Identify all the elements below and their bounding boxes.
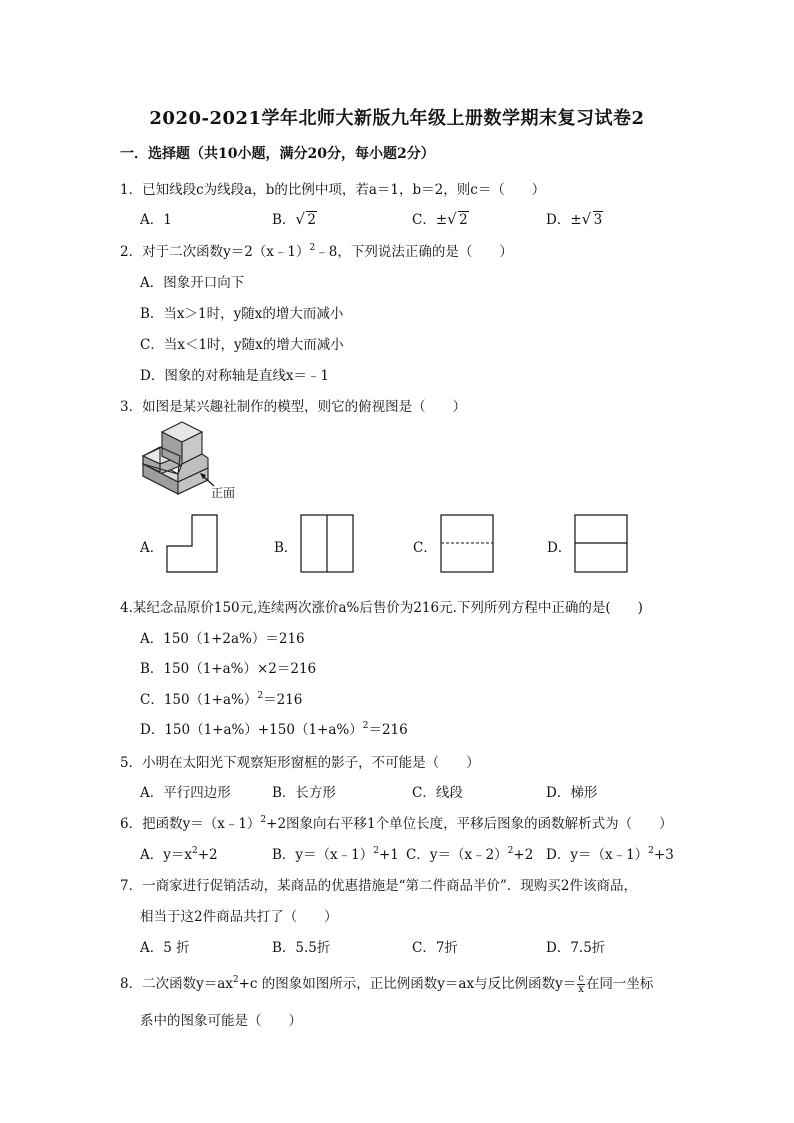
q7-option-a[interactable]: A．5 折 <box>140 940 190 956</box>
q5-stem: 5．小明在太阳光下观察矩形窗框的影子，不可能是（ ） <box>120 755 480 771</box>
q4-option-d-pre: D．150（1+a%）+150（1+a%） <box>140 722 363 738</box>
q5-option-b[interactable]: B．长方形 <box>272 785 336 801</box>
q6-option-a-pre: A．y＝x <box>140 847 192 863</box>
q5-option-c[interactable]: C．线段 <box>412 785 463 801</box>
q1-option-b[interactable] <box>272 208 317 228</box>
q4-option-d-post: ＝216 <box>368 722 408 738</box>
q3-option-c-label[interactable]: C． <box>413 540 437 556</box>
q6-option-a[interactable] <box>140 843 218 863</box>
q6-option-d-post: +3 <box>653 847 674 863</box>
q4-stem: 4.某纪念品原价150元,连续两次涨价a%后售价为216元.下列所列方程中正确的是( ) <box>120 600 643 616</box>
fraction-denominator: x <box>578 984 584 995</box>
q1-option-c-prefix: C．± <box>412 212 448 228</box>
q6-option-b-post: +1 <box>378 847 399 863</box>
q3-option-b-figure[interactable] <box>300 514 354 573</box>
q6-stem-pre: 6．把函数y＝（x﹣1） <box>120 816 261 832</box>
q4-option-c-post: ＝216 <box>263 692 303 708</box>
q4-option-c-pre: C．150（1+a%） <box>140 692 258 708</box>
q8-stem-post: 在同一坐标 <box>585 976 654 992</box>
q3-option-c-figure[interactable] <box>440 514 494 573</box>
q3-option-d-figure[interactable] <box>574 514 628 573</box>
q3-option-a-figure[interactable] <box>166 514 218 573</box>
q1-option-d[interactable] <box>546 208 603 228</box>
q1-stem: 1．已知线段c为线段a，b的比例中项，若a＝1，b＝2，则c＝（ ） <box>120 182 546 198</box>
sqrt-symbol <box>447 212 469 228</box>
q6-option-c-exponent: 2 <box>507 846 514 856</box>
q7-option-c[interactable]: C．7折 <box>412 940 458 956</box>
q2-stem-pre: 2．对于二次函数y＝2（x﹣1） <box>120 244 310 260</box>
q3-stem: 3．如图是某兴趣社制作的模型，则它的俯视图是（ ） <box>120 399 467 415</box>
q6-option-b-pre: B．y＝（x﹣1） <box>272 847 374 863</box>
q8-stem-mid: +c 的图象如图所示，正比例函数y＝ax与反比例函数y＝ <box>238 976 577 992</box>
q8-stem-exponent: 2 <box>232 975 239 985</box>
fraction-numerator: c <box>578 973 584 984</box>
q2-stem-tail: ﹣8，下列说法正确的是（ ） <box>315 244 513 260</box>
q2-option-a[interactable]: A．图象开口向下 <box>140 275 245 291</box>
q7-option-b[interactable]: B．5.5折 <box>272 940 331 956</box>
q1-option-b-prefix: B． <box>272 212 296 228</box>
q3-option-d-label[interactable]: D． <box>547 540 572 556</box>
q2-stem <box>120 240 513 260</box>
q6-option-c[interactable] <box>406 843 533 863</box>
q6-stem-post: +2图象向右平移1个单位长度，平移后图象的函数解析式为（ ） <box>266 816 673 832</box>
q8-stem-line1 <box>120 972 653 995</box>
q6-stem-exponent: 2 <box>260 815 267 825</box>
q6-option-d-pre: D．y＝（x﹣1） <box>546 847 649 863</box>
q3-option-a-label[interactable]: A． <box>140 540 164 556</box>
q4-option-c[interactable] <box>140 688 302 708</box>
q7-stem-line1: 7．一商家进行促销活动，某商品的优惠措施是“第二件商品半价”．现购买2件该商品， <box>120 878 637 894</box>
q6-option-c-post: +2 <box>513 847 534 863</box>
q1-option-c-radicand: 2 <box>459 212 468 228</box>
q1-option-d-prefix: D．± <box>546 212 582 228</box>
page-title: 2020-2021学年北师大新版九年级上册数学期末复习试卷2 <box>149 108 645 129</box>
q7-stem-line2: 相当于这2件商品共打了（ ） <box>140 909 338 925</box>
q4-option-d-exponent: 2 <box>362 721 369 731</box>
q6-option-d[interactable] <box>546 843 674 863</box>
q8-stem-line2: 系中的图象可能是（ ） <box>140 1013 302 1029</box>
q1-option-b-radicand: 2 <box>307 212 317 228</box>
sqrt-symbol <box>295 212 317 228</box>
q6-option-b-exponent: 2 <box>373 846 379 856</box>
q2-option-d[interactable]: D．图象的对称轴是直线x＝﹣1 <box>140 368 330 384</box>
q3-option-b-label[interactable]: B． <box>274 540 298 556</box>
q4-option-a[interactable]: A．150（1+2a%）＝216 <box>140 631 305 647</box>
q1-option-a[interactable]: A．1 <box>140 212 172 228</box>
q6-stem <box>120 812 673 832</box>
q5-option-a[interactable]: A．平行四边形 <box>140 785 231 801</box>
q6-option-a-exponent: 2 <box>192 846 198 856</box>
section-heading: 一．选择题（共10小题，满分20分，每小题2分） <box>120 146 435 162</box>
q8-stem-pre: 8．二次函数y＝ax <box>120 976 233 992</box>
q6-option-b[interactable] <box>272 843 399 863</box>
q2-stem-exponent: 2 <box>309 243 316 253</box>
q6-option-c-pre: C．y＝（x﹣2） <box>406 847 508 863</box>
q2-option-c[interactable]: C．当x＜1时，y随x的增大而减小 <box>140 337 344 353</box>
q7-option-d[interactable]: D．7.5折 <box>546 940 606 956</box>
fraction-c-over-x <box>577 974 585 995</box>
q4-option-d[interactable] <box>140 718 408 738</box>
q1-option-c[interactable] <box>412 208 469 228</box>
q5-option-d[interactable]: D．梯形 <box>546 785 598 801</box>
q2-option-b[interactable]: B．当x＞1时，y随x的增大而减小 <box>140 306 344 322</box>
q6-option-a-post: +2 <box>197 847 218 863</box>
q1-option-d-radicand: 3 <box>593 212 603 228</box>
front-face-label: 正面 <box>211 486 236 500</box>
q4-option-c-exponent: 2 <box>257 691 264 701</box>
q6-option-d-exponent: 2 <box>648 846 654 856</box>
sqrt-symbol <box>582 212 604 228</box>
q4-option-b[interactable]: B．150（1+a%）×2＝216 <box>140 661 317 677</box>
